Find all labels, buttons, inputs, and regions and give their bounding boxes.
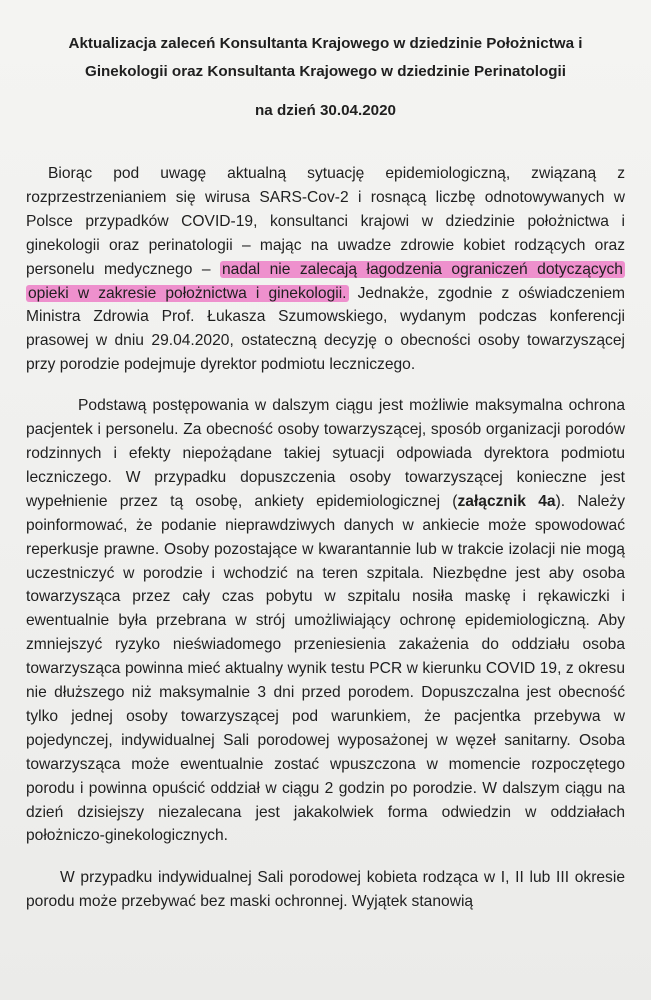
highlighted-text: nadal nie zalecają łagodzenia ograniczeń dotyczących opieki w zakresie położnictwa i ginekologii. [28, 260, 623, 302]
paragraph-2-text: Podstawą postępowania w dalszym ciągu jest możliwie maksymalna ochrona pacjentek i personelu. Za obecność osoby towarzyszącej, sposób organizacji porodów rodzinnych i efekty niepożądane takiej sytuacji odpowiada dyrektora podmiotu leczniczego. W przypadku dopuszczenia osoby towarzyszącej konieczne jest wypełnienie przez tą osobę, ankiety epidemiologicznej ( [26, 397, 625, 510]
document-date: na dzień 30.04.2020 [255, 102, 396, 119]
paragraph-2-continuation: ). Należy poinformować, że podanie nieprawdziwych danych w ankiecie może spowodować reperkusje prawne. Osoby pozostające w kwarantannie lub w trakcie izolacji nie mogą uczestniczyć w porodzie i wchodzić na teren szpitala. Niezbędne jest aby osoba towarzysząca przez cały czas pobytu w szpitalu nosiła maskę i rękawiczki i ewentualnie była przebrana w strój umożliwiający ochronę epidemiologiczną. Aby zmniejszyć ryzyko nieświadomego przeniesienia zakażenia do oddziału osoba towarzysząca powinna mieć aktualny wynik testu PCR w kierunku COVID 19, z okresu nie dłuższego niż maksymalnie 3 dni przed porodem. Dopuszczalna jest obecność tylko jednej osoby towarzyszącej pod warunkiem, że pacjentka przebywa w pojedynczej, indywidualnej Sali porodowej wyposażonej w węzeł sanitarny. Osoba towarzysząca może ewentualnie zostać wpuszczona w momencie rozpoczętego porodu i powinna opuścić oddział w ciągu 2 godzin po porodzie. W dalszym ciągu na dzień dzisiejszy niezalecana jest jakakolwiek forma odwiedzin w oddziałach położniczo-ginekologicznych. [26, 492, 625, 845]
paragraph-3: W przypadku indywidualnej Sali porodowej kobieta rodząca w I, II lub III okresie porodu może przebywać bez maski ochronnej. Wyjątek stanowią [26, 869, 625, 911]
document-title: Aktualizacja zaleceń Konsultanta Krajowego w dziedzinie Położnictwa i Ginekologii oraz Konsultanta Krajowego w dziedzinie Perinatologii [68, 35, 583, 80]
paragraph-2 [26, 394, 625, 848]
attachment-reference: załącznik 4a [457, 492, 556, 510]
paragraph-1-text: Biorąc pod uwagę aktualną sytuację epidemiologiczną, związaną z rozprzestrzenianiem się wirusa SARS-Cov-2 i rosnącą liczbę odnotowywanych w Polsce przypadków COVID-19, konsultanci krajowi w dziedzinie położnictwa i ginekologii oraz perinatologii – mając na uwadze zdrowie kobiet rodzących oraz personelu medycznego – [26, 165, 625, 278]
paragraph-1 [26, 162, 625, 377]
paragraph-1-continuation: Jednakże, zgodnie z oświadczeniem Ministra Zdrowia Prof. Łukasza Szumowskiego, wydanym podczas konferencji prasowej w dniu 29.04.2020, ostateczną decyzję o obecności osoby towarzyszącej przy porodzie podejmuje dyrektor podmiotu leczniczego. [26, 284, 625, 374]
